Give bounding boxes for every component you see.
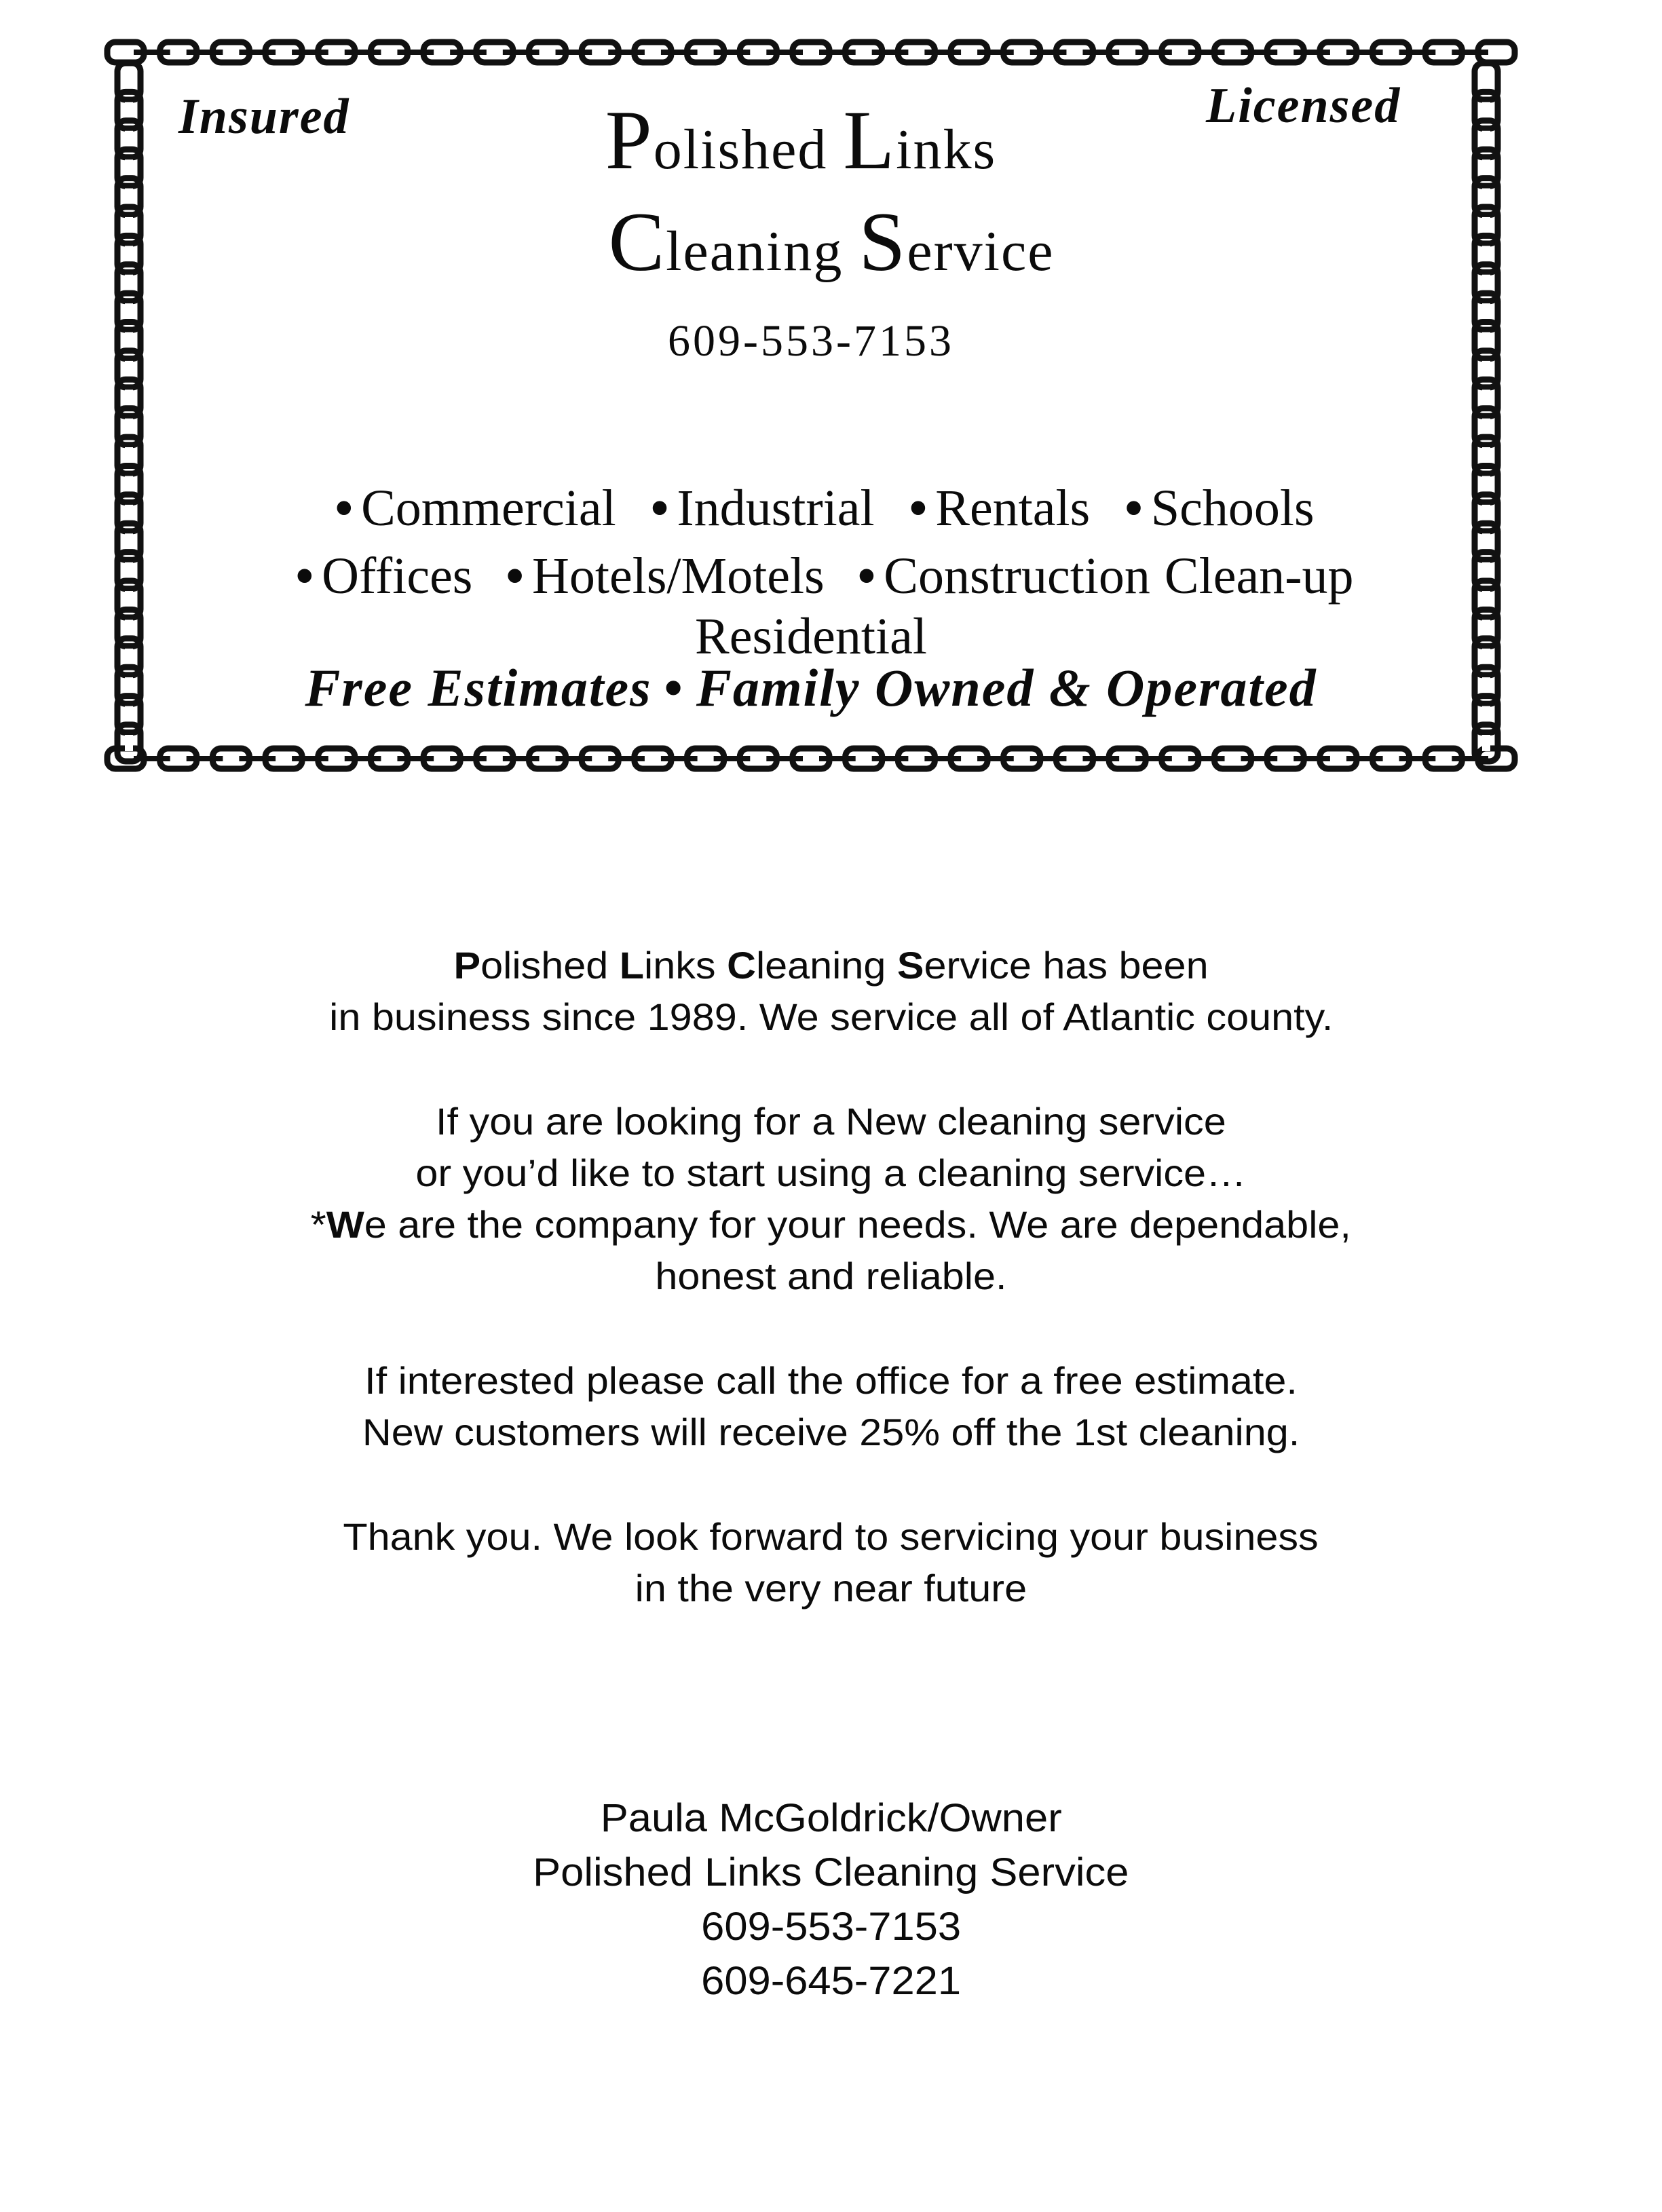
tagline-family-owned: Family Owned & Operated <box>696 658 1317 717</box>
title-capital: L <box>843 94 896 187</box>
text-line: If interested please call the office for a free estimate. <box>364 1359 1298 1402</box>
licensed-label: Licensed <box>1206 78 1401 134</box>
service-label: Schools <box>1150 480 1315 537</box>
service-label: Construction Clean-up <box>884 548 1354 605</box>
text-line: *We are the company for your needs. We are dependable, <box>310 1203 1352 1246</box>
bullet-icon: • <box>295 548 314 605</box>
text-segment: ervice has been <box>924 944 1209 987</box>
bullet-icon: • <box>857 548 876 605</box>
card-phone-number: 609-553-7153 <box>668 316 954 366</box>
company-title-line2 <box>132 195 1530 288</box>
service-label: Offices <box>322 548 473 605</box>
title-word <box>608 195 844 288</box>
bullet-icon: • <box>664 658 684 717</box>
signature-company: Polished Links Cleaning Service <box>533 1850 1129 1894</box>
signature-name: Paula McGoldrick/Owner <box>600 1796 1062 1840</box>
asterisk: * <box>310 1203 326 1246</box>
service-item <box>857 548 1354 605</box>
paragraph-history <box>0 940 1662 1043</box>
service-item <box>335 480 616 537</box>
letter-body <box>0 940 1662 1667</box>
text-line: New customers will receive 25% off the 1st cleaning. <box>362 1411 1300 1453</box>
title-word <box>605 94 828 187</box>
text-line: honest and reliable. <box>655 1255 1007 1297</box>
bold-initial: L <box>619 944 644 987</box>
bullet-icon: • <box>335 480 354 537</box>
services-line-1 <box>126 480 1524 537</box>
text-segment: leaning <box>755 944 897 987</box>
title-capital: P <box>605 94 654 187</box>
service-label: Industrial <box>677 480 875 537</box>
business-card <box>112 37 1510 774</box>
paragraph-thanks <box>0 1511 1662 1614</box>
title-capital: S <box>858 195 907 288</box>
title-rest: inks <box>896 118 997 181</box>
text-line: Thank you. We look forward to servicing your business <box>343 1515 1319 1558</box>
signature-block <box>0 1791 1662 2008</box>
service-item <box>650 480 875 537</box>
insured-label: Insured <box>178 89 350 145</box>
service-item <box>909 480 1091 537</box>
service-label: Commercial <box>361 480 616 537</box>
bold-letter: W <box>326 1203 364 1246</box>
text-line: in the very near future <box>635 1567 1027 1609</box>
bullet-icon: • <box>909 480 928 537</box>
signature-phone-2: 609-645-7221 <box>701 1959 961 2003</box>
bullet-icon: • <box>1125 480 1143 537</box>
title-capital: C <box>608 195 666 288</box>
text-line: in business since 1989. We service all of Atlantic county. <box>328 995 1334 1038</box>
title-rest: olished <box>653 118 828 181</box>
service-label: Rentals <box>935 480 1091 537</box>
service-item <box>506 548 825 605</box>
text-line <box>0 940 1662 991</box>
title-rest: leaning <box>666 220 844 283</box>
bold-initial: C <box>727 944 756 987</box>
services-line-3: Residential <box>695 608 927 665</box>
title-word <box>858 195 1055 288</box>
bullet-icon: • <box>506 548 524 605</box>
text-segment: inks <box>643 944 728 987</box>
service-item <box>1125 480 1315 537</box>
tagline-free-estimates: Free Estimates <box>305 658 652 717</box>
paragraph-pitch <box>0 1096 1662 1302</box>
text-segment: olished <box>480 944 620 987</box>
bold-initial: S <box>896 944 924 987</box>
service-label: Hotels/Motels <box>532 548 825 605</box>
bullet-icon: • <box>650 480 669 537</box>
services-line-2 <box>126 548 1524 605</box>
text-line: or you’d like to start using a cleaning service… <box>415 1151 1247 1194</box>
bold-initial: P <box>453 944 481 987</box>
service-item <box>295 548 473 605</box>
text-line: If you are looking for a New cleaning service <box>436 1100 1226 1143</box>
tagline <box>112 658 1510 717</box>
title-rest: ervice <box>907 220 1055 283</box>
title-word <box>843 94 997 187</box>
paragraph-offer <box>0 1355 1662 1458</box>
signature-phone-1: 609-553-7153 <box>701 1905 961 1949</box>
company-title-line1 <box>102 94 1500 187</box>
